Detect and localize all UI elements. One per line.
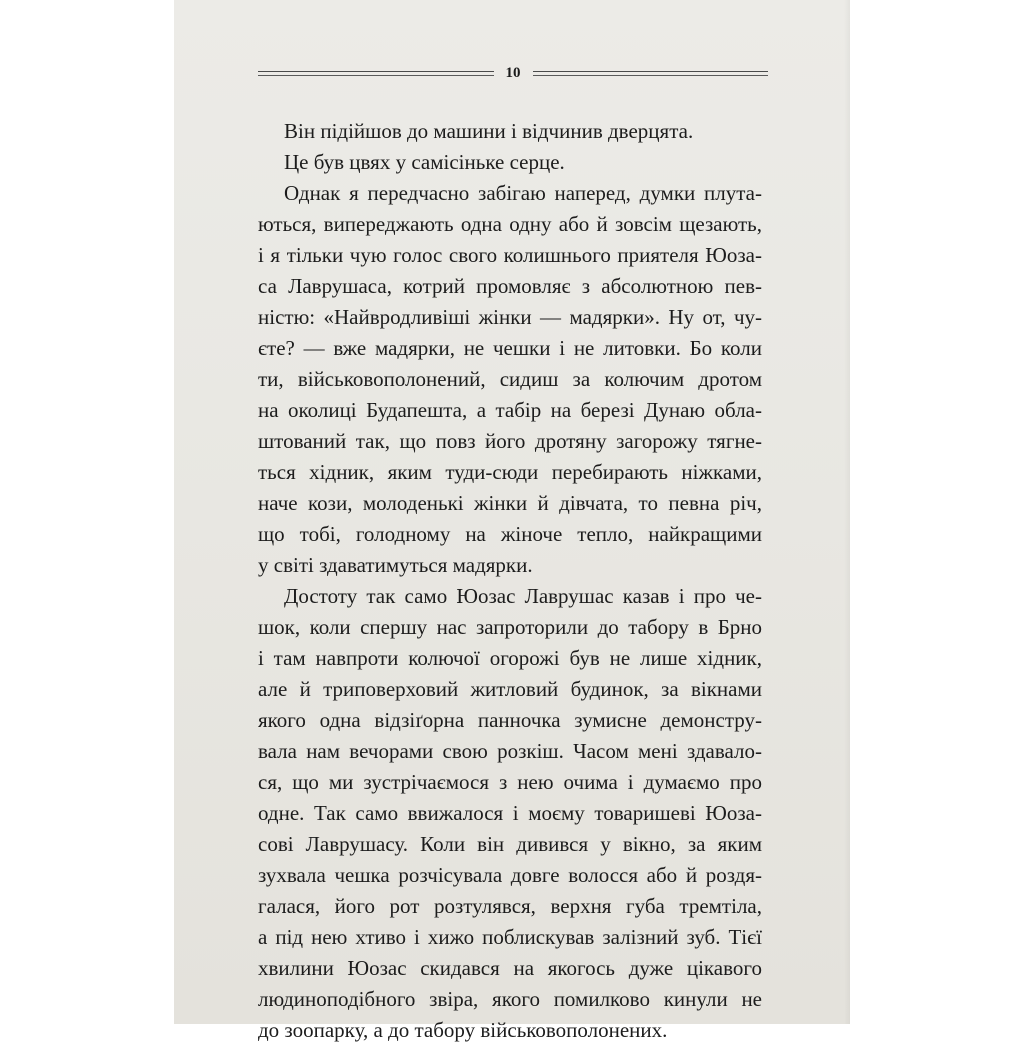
text-line: одне. Так само ввижалося і моєму товаришеві Юоза- <box>258 801 762 825</box>
text-line: хвилини Юозас скидався на якогось дуже цікавого <box>258 956 762 980</box>
text-line: галася, його рот розтулявся, верхня губа тремтіла, <box>258 894 762 918</box>
text-line: людиноподібного звіра, якого помилково кинули не <box>258 987 762 1011</box>
text-line: ністю: «Найвродливіші жінки — мадярки». Ну от, чу- <box>258 305 762 329</box>
paragraph <box>258 116 762 147</box>
header-rule-right <box>533 71 769 76</box>
page-header <box>258 60 768 86</box>
body-text <box>258 116 762 1046</box>
text-line: єте? — вже мадярки, не чешки і не литовки. Бо коли <box>258 336 762 360</box>
text-line: ться хідник, яким туди-сюди перебирають ніжками, <box>258 460 762 484</box>
text-line: Достоту так само Юозас Лаврушас казав і про че- <box>284 584 762 608</box>
text-line: ються, випереджають одна одну або й зовсім щезають, <box>258 212 762 236</box>
text-line: ти, військовополонений, сидиш за колючим дротом <box>258 367 762 391</box>
text-line: наче кози, молоденькі жінки й дівчата, то певна річ, <box>258 491 762 515</box>
text-line: і там навпроти колючої огорожі був не лише хідник, <box>258 646 762 670</box>
paragraph <box>258 178 762 581</box>
text-line: Однак я передчасно забігаю наперед, думки плута- <box>284 181 762 205</box>
text-line: шок, коли спершу нас запроторили до табору в Брно <box>258 615 762 639</box>
header-rule-left <box>258 71 494 76</box>
text-line: вала нам вечорами свою розкіш. Часом мені здавало- <box>258 739 762 763</box>
text-line: ся, що ми зустрічаємося з нею очима і думаємо про <box>258 770 762 794</box>
text-line: штований так, що повз його дротяну загорожу тягне- <box>258 429 762 453</box>
text-line: Це був цвях у самісіньке серце. <box>284 150 565 174</box>
page-number: 10 <box>505 65 521 81</box>
text-line: але й триповерховий житловий будинок, за вікнами <box>258 677 762 701</box>
text-line: що тобі, голодному на жіноче тепло, найкращими <box>258 522 762 546</box>
text-line: а під нею хтиво і хижо поблискував залізний зуб. Тієї <box>258 925 762 949</box>
book-page <box>174 0 850 1042</box>
text-line: якого одна відзіґорна панночка зумисне демонстру- <box>258 708 762 732</box>
text-line: зухвала чешка розчісувала довге волосся або й роздя- <box>258 863 762 887</box>
text-line: сові Лаврушасу. Коли він дивився у вікно, за яким <box>258 832 762 856</box>
text-line: са Лаврушаса, котрий промовляє з абсолютною пев- <box>258 274 762 298</box>
paragraph <box>258 147 762 178</box>
text-line: Він підійшов до машини і відчинив дверцята. <box>284 119 694 143</box>
text-line: на околиці Будапешта, а табір на березі Дунаю обла- <box>258 398 762 422</box>
text-line: у світі здаватимуться мадярки. <box>258 553 533 577</box>
text-line: до зоопарку, а до табору військовополонених. <box>258 1018 668 1042</box>
paragraph <box>258 581 762 1046</box>
text-line: і я тільки чую голос свого колишнього приятеля Юоза- <box>258 243 762 267</box>
